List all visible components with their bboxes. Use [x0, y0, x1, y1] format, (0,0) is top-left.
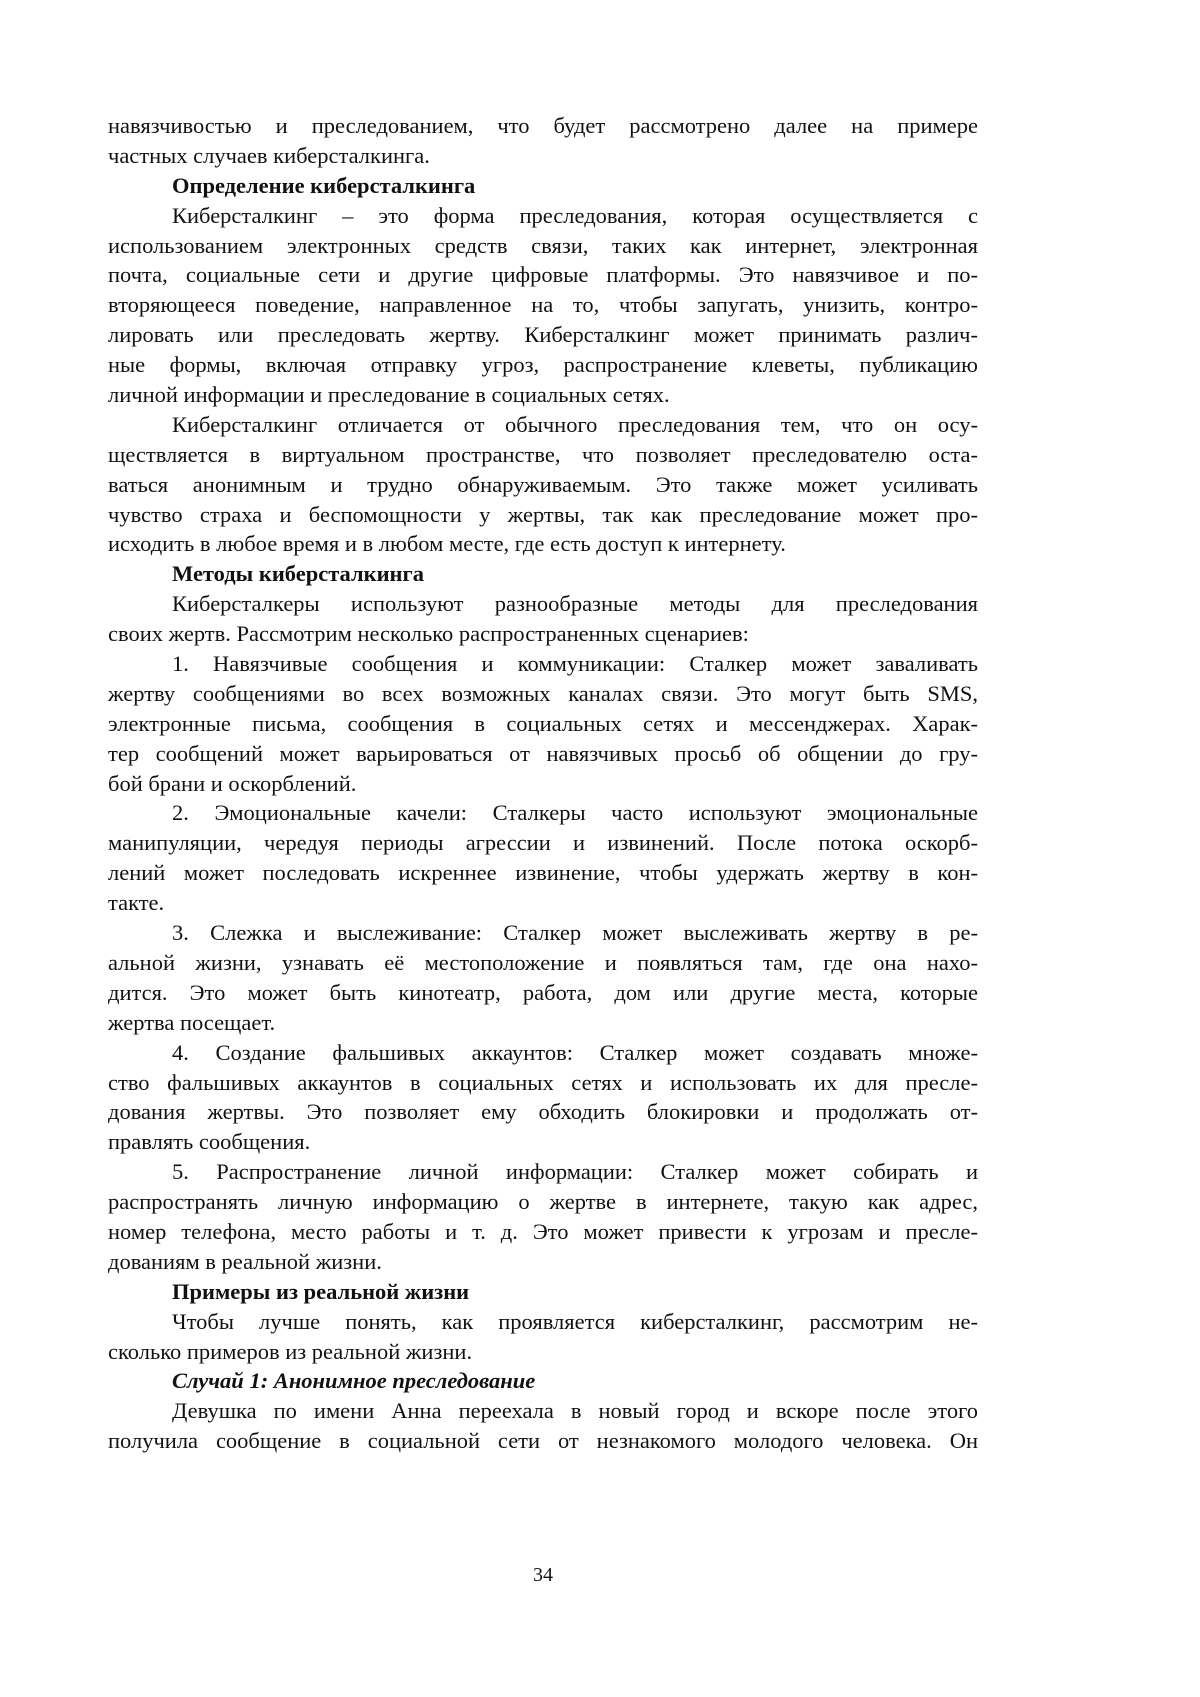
text-line: бой брани и оскорблений. [108, 769, 978, 799]
text-line: ществляется в виртуальном пространстве, что позволяет преследователю оста- [108, 440, 978, 470]
text-line: дования жертвы. Это позволяет ему обходить блокировки и продолжать от- [108, 1097, 978, 1127]
text-line: ство фальшивых аккаунтов в социальных сетях и использовать их для пресле- [108, 1068, 978, 1098]
text-line: электронные письма, сообщения в социальных сетях и мессенджерах. Харак- [108, 709, 978, 739]
section-heading: Методы киберсталкинга [108, 559, 978, 589]
section-heading: Случай 1: Анонимное преследование [108, 1366, 978, 1396]
text-line: Киберсталкинг отличается от обычного преследования тем, что он осу- [108, 410, 978, 440]
text-line: навязчивостью и преследованием, что будет рассмотрено далее на примере [108, 111, 978, 141]
text-line: 5. Распространение личной информации: Сталкер может собирать и [108, 1157, 978, 1187]
text-line: 3. Слежка и выслеживание: Сталкер может выслеживать жертву в ре- [108, 918, 978, 948]
text-line: правлять сообщения. [108, 1127, 978, 1157]
text-line: почта, социальные сети и другие цифровые платформы. Это навязчивое и по- [108, 260, 978, 290]
text-line: вторяющееся поведение, направленное на то, чтобы запугать, унизить, контро- [108, 290, 978, 320]
text-line: дованиям в реальной жизни. [108, 1247, 978, 1277]
section-heading: Примеры из реальной жизни [108, 1277, 978, 1307]
text-line: жертва посещает. [108, 1008, 978, 1038]
page-number: 34 [0, 1564, 1086, 1587]
text-line: 2. Эмоциональные качели: Сталкеры часто используют эмоциональные [108, 798, 978, 828]
text-line: тер сообщений может варьироваться от навязчивых просьб об общении до гру- [108, 739, 978, 769]
text-line: лировать или преследовать жертву. Киберсталкинг может принимать различ- [108, 320, 978, 350]
text-line: своих жертв. Рассмотрим несколько распространенных сценариев: [108, 619, 978, 649]
text-line: распространять личную информацию о жертве в интернете, такую как адрес, [108, 1187, 978, 1217]
text-line: жертву сообщениями во всех возможных каналах связи. Это могут быть SMS, [108, 679, 978, 709]
section-heading: Определение киберсталкинга [108, 171, 978, 201]
text-line: номер телефона, место работы и т. д. Это может привести к угрозам и пресле- [108, 1217, 978, 1247]
text-line: частных случаев киберсталкинга. [108, 141, 978, 171]
text-line: использованием электронных средств связи, таких как интернет, электронная [108, 231, 978, 261]
text-line: Чтобы лучше понять, как проявляется киберсталкинг, рассмотрим не- [108, 1307, 978, 1337]
text-line: ваться анонимным и трудно обнаруживаемым. Это также может усиливать [108, 470, 978, 500]
text-line: манипуляции, чередуя периоды агрессии и извинений. После потока оскорб- [108, 828, 978, 858]
text-line: дится. Это может быть кинотеатр, работа, дом или другие места, которые [108, 978, 978, 1008]
text-line: Девушка по имени Анна переехала в новый город и вскоре после этого [108, 1396, 978, 1426]
text-line: такте. [108, 888, 978, 918]
text-line: 1. Навязчивые сообщения и коммуникации: Сталкер может заваливать [108, 649, 978, 679]
text-line: 4. Создание фальшивых аккаунтов: Сталкер может создавать множе- [108, 1038, 978, 1068]
text-line: Киберсталкеры используют разнообразные методы для преследования [108, 589, 978, 619]
text-line: личной информации и преследование в социальных сетях. [108, 380, 978, 410]
text-line: ные формы, включая отправку угроз, распространение клеветы, публикацию [108, 350, 978, 380]
text-line: исходить в любое время и в любом месте, где есть доступ к интернету. [108, 529, 978, 559]
text-line: сколько примеров из реальной жизни. [108, 1337, 978, 1367]
text-line: чувство страха и беспомощности у жертвы, так как преследование может про- [108, 500, 978, 530]
text-line: альной жизни, узнавать её местоположение и появляться там, где она нахо- [108, 948, 978, 978]
page-body [108, 111, 978, 1456]
text-line: Киберсталкинг – это форма преследования, которая осуществляется с [108, 201, 978, 231]
text-line: лений может последовать искреннее извинение, чтобы удержать жертву в кон- [108, 858, 978, 888]
text-line: получила сообщение в социальной сети от незнакомого молодого человека. Он [108, 1426, 978, 1456]
